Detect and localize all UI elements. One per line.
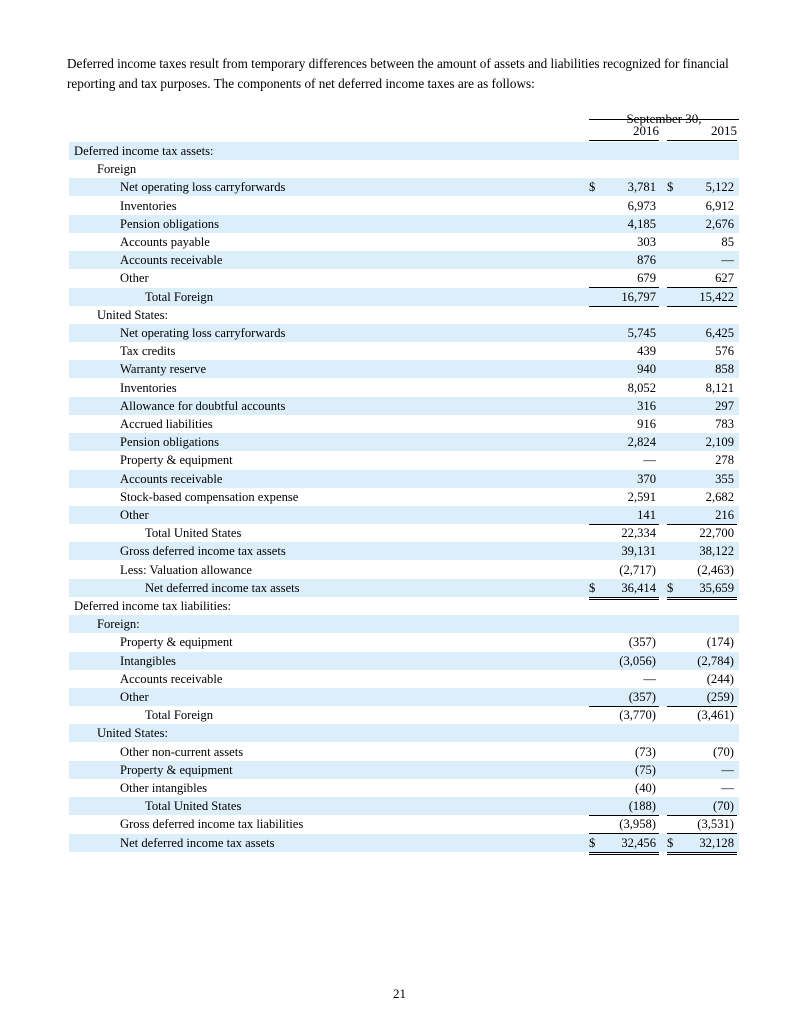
value-2016 bbox=[589, 724, 659, 742]
cell-value: 8,121 bbox=[705, 380, 734, 395]
cell-value: 32,456 bbox=[621, 835, 656, 850]
cell-value: — bbox=[721, 762, 734, 777]
cell-value: (3,531) bbox=[697, 817, 734, 832]
table-row bbox=[69, 761, 739, 779]
value-2016 bbox=[589, 688, 659, 707]
row-label: Pension obligations bbox=[120, 435, 220, 450]
page-number: 21 bbox=[393, 986, 406, 1001]
row-label: Allowance for doubtful accounts bbox=[120, 398, 286, 413]
cell-value: (73) bbox=[635, 744, 656, 759]
value-2016 bbox=[589, 215, 659, 233]
cell-value: 3,781 bbox=[627, 180, 656, 195]
cell-value: (2,717) bbox=[619, 562, 656, 577]
cell-value: (70) bbox=[713, 744, 734, 759]
table-row bbox=[69, 397, 739, 415]
value-2015 bbox=[667, 597, 737, 615]
cell-value: 6,973 bbox=[627, 198, 656, 213]
header-year-2016-underline bbox=[589, 140, 659, 141]
cell-value: (188) bbox=[628, 799, 656, 814]
value-2015 bbox=[667, 706, 737, 725]
value-2015 bbox=[667, 360, 737, 378]
row-label: Total Foreign bbox=[145, 289, 214, 304]
cell-value: 876 bbox=[637, 253, 656, 268]
row-label: Accounts receivable bbox=[120, 471, 223, 486]
row-label: Foreign: bbox=[97, 617, 140, 632]
table-row bbox=[69, 670, 739, 688]
table-row bbox=[69, 615, 739, 633]
row-label: Property & equipment bbox=[120, 635, 233, 650]
cell-value: (2,463) bbox=[697, 562, 734, 577]
row-label: Property & equipment bbox=[120, 762, 233, 777]
value-2016 bbox=[589, 433, 659, 451]
row-label: Net deferred income tax assets bbox=[145, 580, 300, 595]
value-2016 bbox=[589, 379, 659, 397]
row-label: Net deferred income tax assets bbox=[120, 835, 275, 850]
table-row bbox=[69, 797, 739, 815]
cell-value: — bbox=[643, 671, 656, 686]
table-row bbox=[69, 579, 739, 597]
cell-value: 6,425 bbox=[705, 326, 734, 340]
cell-value: 141 bbox=[637, 508, 656, 522]
cell-value: — bbox=[721, 781, 734, 795]
row-label: Accounts payable bbox=[120, 235, 210, 249]
value-2015 bbox=[667, 524, 737, 543]
row-label: Intangibles bbox=[120, 653, 176, 668]
table-row bbox=[69, 834, 739, 852]
cell-value: 370 bbox=[637, 471, 656, 486]
cell-value: 85 bbox=[721, 235, 734, 249]
cell-value: 355 bbox=[715, 471, 734, 486]
currency-symbol: $ bbox=[667, 180, 674, 195]
row-label: Deferred income tax assets: bbox=[74, 144, 214, 158]
cell-value: 916 bbox=[637, 417, 656, 431]
cell-value: 439 bbox=[637, 344, 656, 359]
value-2015 bbox=[667, 324, 737, 342]
value-2015 bbox=[667, 251, 737, 269]
cell-value: 940 bbox=[637, 362, 656, 377]
value-2016 bbox=[589, 269, 659, 288]
currency-symbol: $ bbox=[589, 180, 596, 195]
row-label: Net operating loss carryforwards bbox=[120, 180, 286, 195]
cell-value: (174) bbox=[706, 635, 734, 650]
value-2015 bbox=[667, 724, 737, 742]
value-2015 bbox=[667, 306, 737, 324]
value-2016 bbox=[589, 288, 659, 307]
table-row bbox=[69, 743, 739, 761]
table-row bbox=[69, 288, 739, 306]
row-label: Other bbox=[120, 690, 149, 704]
value-2015 bbox=[667, 506, 737, 525]
row-label: Inventories bbox=[120, 198, 177, 213]
table-row bbox=[69, 470, 739, 488]
row-label: Accrued liabilities bbox=[120, 417, 213, 431]
value-2015 bbox=[667, 815, 737, 834]
value-2015 bbox=[667, 142, 737, 160]
row-label: Warranty reserve bbox=[120, 362, 207, 377]
row-label: Other bbox=[120, 508, 149, 522]
table-row bbox=[69, 433, 739, 451]
cell-value: 278 bbox=[715, 453, 734, 468]
table-row bbox=[69, 451, 739, 469]
row-label: Other intangibles bbox=[120, 781, 208, 795]
cell-value: (259) bbox=[706, 690, 734, 704]
currency-symbol: $ bbox=[667, 580, 674, 595]
value-2016 bbox=[589, 615, 659, 633]
row-label: Net operating loss carryforwards bbox=[120, 326, 286, 340]
value-2015 bbox=[667, 633, 737, 651]
value-2016 bbox=[589, 160, 659, 178]
row-label: Gross deferred income tax assets bbox=[120, 544, 286, 559]
value-2016 bbox=[589, 142, 659, 160]
table-row bbox=[69, 324, 739, 342]
cell-value: (3,958) bbox=[619, 817, 656, 832]
table-row bbox=[69, 142, 739, 160]
row-label: Total United States bbox=[145, 799, 242, 814]
value-2016 bbox=[589, 797, 659, 816]
cell-value: 627 bbox=[715, 271, 734, 286]
table-row bbox=[69, 215, 739, 233]
value-2016 bbox=[589, 306, 659, 324]
value-2015 bbox=[667, 670, 737, 688]
intro-paragraph: Deferred income taxes result from temporary differences between the amount of assets and liabilities recognized for financial reporting and tax purposes. The components of net deferred income taxes are as follows: bbox=[67, 56, 729, 91]
value-2015 bbox=[667, 288, 737, 307]
cell-value: 38,122 bbox=[699, 544, 734, 559]
cell-value: 4,185 bbox=[627, 216, 656, 231]
value-2015 bbox=[667, 743, 737, 761]
value-2015 bbox=[667, 761, 737, 779]
row-label: Tax credits bbox=[120, 344, 176, 359]
value-2016 bbox=[589, 652, 659, 670]
value-2015 bbox=[667, 269, 737, 288]
value-2016 bbox=[589, 470, 659, 488]
cell-value: (357) bbox=[628, 635, 656, 650]
value-2016 bbox=[589, 815, 659, 834]
value-2015 bbox=[667, 397, 737, 415]
value-2015 bbox=[667, 688, 737, 707]
cell-value: (40) bbox=[635, 781, 656, 795]
table-row bbox=[69, 779, 739, 797]
value-2015 bbox=[667, 542, 737, 560]
value-2015 bbox=[667, 779, 737, 798]
value-2015 bbox=[667, 561, 737, 580]
table-row bbox=[69, 251, 739, 269]
header-year-2016: 2016 bbox=[633, 123, 659, 138]
row-label: Foreign bbox=[97, 162, 137, 177]
cell-value: 22,334 bbox=[621, 526, 656, 541]
cell-value: 39,131 bbox=[621, 544, 656, 559]
cell-value: 316 bbox=[637, 398, 656, 413]
table-row bbox=[69, 652, 739, 670]
table-row bbox=[69, 342, 739, 360]
table-row bbox=[69, 633, 739, 651]
value-2016 bbox=[589, 743, 659, 761]
cell-value: 32,128 bbox=[699, 835, 734, 850]
cell-value: (2,784) bbox=[697, 653, 734, 668]
cell-value: 36,414 bbox=[621, 580, 656, 595]
cell-value: (70) bbox=[713, 799, 734, 814]
table-row bbox=[69, 197, 739, 215]
cell-value: (3,056) bbox=[619, 653, 656, 668]
cell-value: 2,676 bbox=[705, 216, 734, 231]
row-label: Stock-based compensation expense bbox=[120, 489, 299, 504]
row-label: Property & equipment bbox=[120, 453, 233, 468]
row-label: Less: Valuation allowance bbox=[120, 562, 252, 577]
value-2015 bbox=[667, 488, 737, 506]
table-row bbox=[69, 524, 739, 542]
cell-value: 2,682 bbox=[705, 489, 734, 504]
table-row bbox=[69, 706, 739, 724]
value-2016 bbox=[589, 415, 659, 433]
currency-symbol: $ bbox=[667, 835, 674, 850]
value-2015 bbox=[667, 215, 737, 233]
cell-value: 2,109 bbox=[705, 435, 734, 450]
header-period: September 30, bbox=[626, 111, 702, 126]
cell-value: — bbox=[643, 453, 656, 468]
value-2016 bbox=[589, 233, 659, 251]
row-label: Other non-current assets bbox=[120, 744, 244, 759]
cell-value: 297 bbox=[715, 398, 734, 413]
cell-value: 216 bbox=[715, 508, 734, 522]
value-2016 bbox=[589, 197, 659, 215]
value-2015 bbox=[667, 342, 737, 360]
value-2016 bbox=[589, 488, 659, 506]
cell-value: (3,770) bbox=[619, 708, 656, 723]
table-row bbox=[69, 561, 739, 579]
value-2016 bbox=[589, 506, 659, 525]
table-row bbox=[69, 415, 739, 433]
cell-value: 5,122 bbox=[705, 180, 734, 195]
value-2015 bbox=[667, 160, 737, 178]
value-2015 bbox=[667, 433, 737, 451]
value-2015 bbox=[667, 652, 737, 670]
row-label: Inventories bbox=[120, 380, 177, 395]
value-2016 bbox=[589, 670, 659, 688]
value-2016 bbox=[589, 834, 659, 855]
value-2016 bbox=[589, 324, 659, 342]
row-label: Other bbox=[120, 271, 149, 286]
header-year-2015: 2015 bbox=[711, 123, 737, 138]
value-2016 bbox=[589, 342, 659, 360]
value-2015 bbox=[667, 797, 737, 816]
cell-value: 783 bbox=[715, 417, 734, 431]
cell-value: 35,659 bbox=[699, 580, 734, 595]
value-2016 bbox=[589, 451, 659, 469]
row-label: Total Foreign bbox=[145, 708, 214, 723]
cell-value: 303 bbox=[637, 235, 656, 249]
value-2015 bbox=[667, 178, 737, 196]
row-label: Accounts receivable bbox=[120, 253, 223, 268]
value-2016 bbox=[589, 633, 659, 651]
cell-value: 16,797 bbox=[621, 289, 656, 304]
header-period-underline bbox=[589, 119, 739, 120]
table-row bbox=[69, 360, 739, 378]
value-2016 bbox=[589, 542, 659, 560]
value-2015 bbox=[667, 834, 737, 855]
row-label: Accounts receivable bbox=[120, 671, 223, 686]
cell-value: 5,745 bbox=[627, 326, 656, 340]
row-label: Total United States bbox=[145, 526, 242, 541]
cell-value: 15,422 bbox=[699, 289, 734, 304]
table-row bbox=[69, 269, 739, 287]
cell-value: (75) bbox=[635, 762, 656, 777]
table-row bbox=[69, 233, 739, 251]
table-row bbox=[69, 306, 739, 324]
table-row bbox=[69, 815, 739, 833]
cell-value: 6,912 bbox=[705, 198, 734, 213]
value-2016 bbox=[589, 761, 659, 779]
table-row bbox=[69, 488, 739, 506]
value-2016 bbox=[589, 397, 659, 415]
value-2016 bbox=[589, 706, 659, 725]
value-2016 bbox=[589, 178, 659, 196]
table-row bbox=[69, 724, 739, 742]
value-2015 bbox=[667, 379, 737, 397]
cell-value: 576 bbox=[715, 344, 734, 359]
cell-value: 858 bbox=[715, 362, 734, 377]
value-2016 bbox=[589, 561, 659, 580]
value-2015 bbox=[667, 233, 737, 251]
currency-symbol: $ bbox=[589, 580, 596, 595]
value-2015 bbox=[667, 415, 737, 433]
table-row bbox=[69, 379, 739, 397]
cell-value: (357) bbox=[628, 690, 656, 704]
cell-value: (3,461) bbox=[697, 708, 734, 723]
value-2015 bbox=[667, 197, 737, 215]
row-label: Gross deferred income tax liabilities bbox=[120, 817, 304, 832]
table-row bbox=[69, 160, 739, 178]
cell-value: (244) bbox=[706, 671, 734, 686]
row-label: Pension obligations bbox=[120, 216, 220, 231]
header-year-2015-underline bbox=[667, 140, 737, 141]
cell-value: 8,052 bbox=[627, 380, 656, 395]
table-row bbox=[69, 688, 739, 706]
value-2016 bbox=[589, 251, 659, 269]
row-label: Deferred income tax liabilities: bbox=[74, 599, 232, 613]
value-2016 bbox=[589, 524, 659, 543]
value-2016 bbox=[589, 597, 659, 615]
row-label: United States: bbox=[97, 307, 169, 322]
cell-value: 2,824 bbox=[627, 435, 656, 450]
table-row bbox=[69, 506, 739, 524]
cell-value: 679 bbox=[637, 271, 656, 286]
cell-value: — bbox=[721, 253, 734, 268]
table-row bbox=[69, 542, 739, 560]
table-row bbox=[69, 178, 739, 196]
value-2015 bbox=[667, 451, 737, 469]
value-2015 bbox=[667, 470, 737, 488]
cell-value: 22,700 bbox=[699, 526, 734, 541]
value-2015 bbox=[667, 615, 737, 633]
row-label: United States: bbox=[97, 726, 169, 741]
cell-value: 2,591 bbox=[627, 489, 656, 504]
currency-symbol: $ bbox=[589, 835, 596, 850]
value-2016 bbox=[589, 779, 659, 798]
table-row bbox=[69, 597, 739, 615]
value-2016 bbox=[589, 360, 659, 378]
